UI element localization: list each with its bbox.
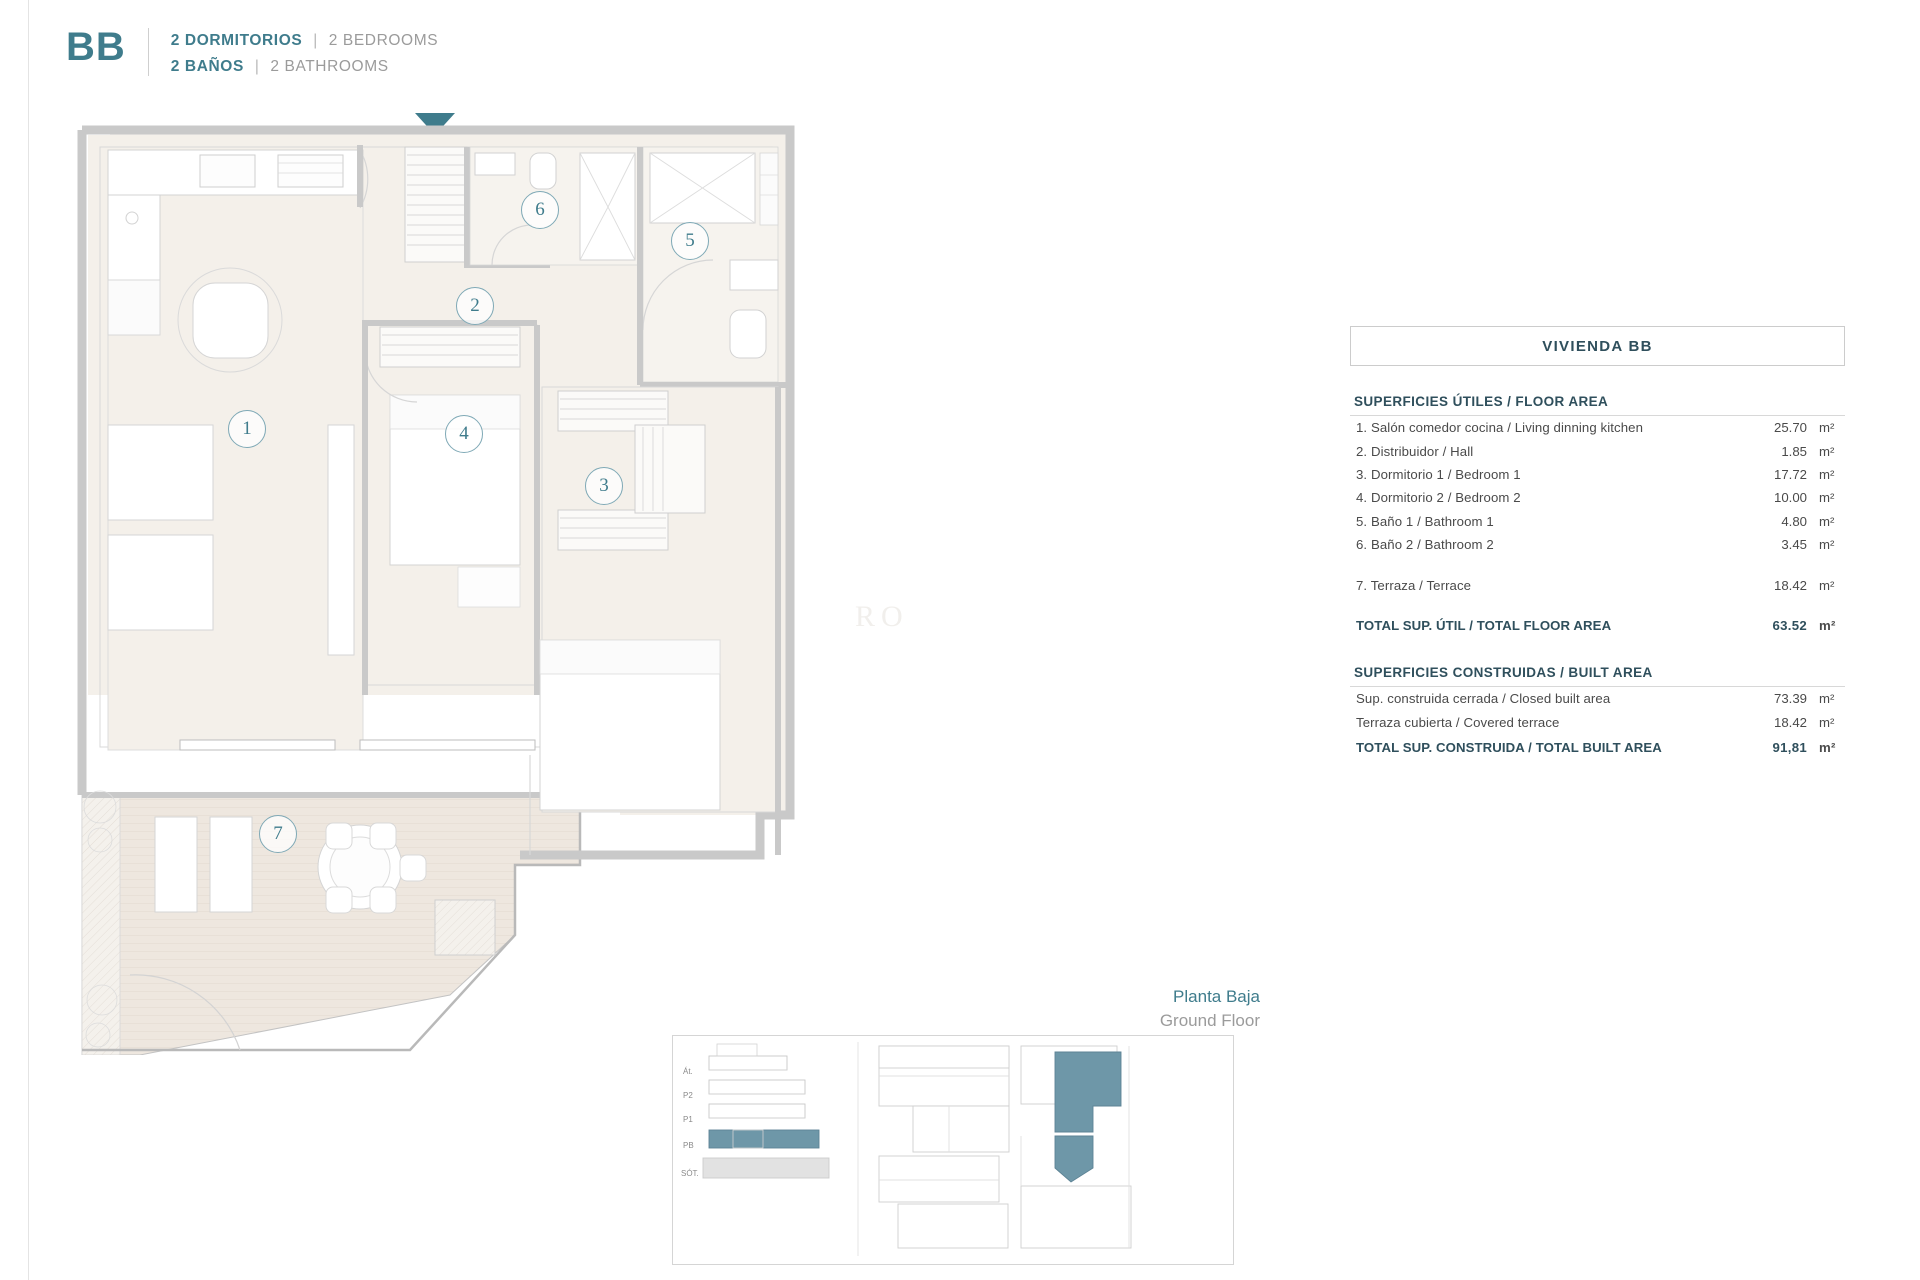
room-bubble-7: 7 bbox=[259, 815, 297, 853]
area-row bbox=[1350, 463, 1845, 486]
total-built-area-label: TOTAL SUP. CONSTRUIDA / TOTAL BUILT AREA bbox=[1356, 739, 1662, 755]
built-area-row-label: Terraza cubierta / Covered terrace bbox=[1356, 714, 1560, 730]
total-floor-area-row bbox=[1350, 614, 1845, 637]
area-row-value: 10.00 bbox=[1773, 490, 1807, 506]
terrace-row bbox=[1350, 574, 1845, 597]
svg-text:P1: P1 bbox=[683, 1115, 693, 1124]
area-row-label: 1. Salón comedor cocina / Living dinning kitchen bbox=[1356, 420, 1644, 436]
bathrooms-separator: | bbox=[254, 58, 260, 75]
room-bubble-3: 3 bbox=[585, 467, 623, 505]
area-row-value: 25.70 bbox=[1773, 420, 1807, 436]
total-floor-area-value: 63.52 bbox=[1772, 617, 1807, 633]
bathrooms-en: 2 BATHROOMS bbox=[270, 58, 389, 75]
area-row bbox=[1350, 439, 1845, 462]
total-built-area-row bbox=[1350, 736, 1845, 759]
site-key-plan-diagram bbox=[879, 1046, 1131, 1248]
area-row bbox=[1350, 416, 1845, 439]
area-row-unit: m² bbox=[1819, 537, 1835, 553]
bedrooms-en: 2 BEDROOMS bbox=[328, 32, 439, 49]
area-row-value: 17.72 bbox=[1773, 466, 1807, 482]
area-summary-panel bbox=[1350, 326, 1845, 759]
bathrooms-line bbox=[171, 54, 438, 80]
terrace-row-value: 18.42 bbox=[1773, 578, 1807, 594]
area-row bbox=[1350, 486, 1845, 509]
area-row-unit: m² bbox=[1819, 490, 1835, 506]
floor-area-heading: SUPERFICIES ÚTILES / FLOOR AREA bbox=[1350, 394, 1845, 416]
area-row-label: 2. Distribuidor / Hall bbox=[1356, 443, 1474, 459]
floor-plan-drawing bbox=[60, 95, 1050, 1055]
terrace-row-label: 7. Terraza / Terrace bbox=[1356, 578, 1472, 594]
area-row-value: 1.85 bbox=[1781, 443, 1807, 459]
room-bubble-4: 4 bbox=[445, 415, 483, 453]
area-row-unit: m² bbox=[1819, 443, 1835, 459]
room-bubble-5: 5 bbox=[671, 222, 709, 260]
panel-title: VIVIENDA BB bbox=[1542, 337, 1653, 355]
room-bubble-6: 6 bbox=[521, 191, 559, 229]
bedrooms-line bbox=[171, 28, 438, 54]
floor-caption bbox=[1060, 985, 1260, 1033]
svg-text:P2: P2 bbox=[683, 1091, 693, 1100]
built-area-row bbox=[1350, 710, 1845, 733]
area-row-label: 5. Baño 1 / Bathroom 1 bbox=[1356, 513, 1494, 529]
area-row bbox=[1350, 510, 1845, 533]
area-row bbox=[1350, 533, 1845, 556]
page-left-rule bbox=[28, 0, 29, 1280]
bathrooms-es: 2 BAÑOS bbox=[170, 58, 244, 75]
area-row-unit: m² bbox=[1819, 513, 1835, 529]
total-floor-area-unit: m² bbox=[1819, 617, 1836, 633]
area-row-unit: m² bbox=[1819, 420, 1835, 436]
built-area-row bbox=[1350, 687, 1845, 710]
total-built-area-value: 91,81 bbox=[1772, 739, 1807, 755]
total-built-area-unit: m² bbox=[1819, 739, 1836, 755]
terrace-row-unit: m² bbox=[1819, 578, 1835, 594]
key-plan-box bbox=[672, 1035, 1234, 1265]
svg-text:PB: PB bbox=[683, 1141, 694, 1150]
area-row-label: 3. Dormitorio 1 / Bedroom 1 bbox=[1356, 466, 1521, 482]
room-bubble-2: 2 bbox=[456, 287, 494, 325]
built-area-row-value: 18.42 bbox=[1773, 714, 1807, 730]
floor-caption-es: Planta Baja bbox=[1173, 987, 1260, 1006]
room-bubble-1: 1 bbox=[228, 410, 266, 448]
built-area-row-label: Sup. construida cerrada / Closed built area bbox=[1356, 691, 1611, 707]
watermark-text: RO bbox=[855, 600, 909, 633]
unit-code: BB bbox=[66, 25, 126, 69]
header-lines bbox=[149, 22, 438, 80]
header bbox=[66, 22, 438, 80]
building-section-diagram bbox=[681, 1044, 829, 1178]
total-floor-area-label: TOTAL SUP. ÚTIL / TOTAL FLOOR AREA bbox=[1356, 617, 1612, 633]
built-area-row-unit: m² bbox=[1819, 714, 1835, 730]
area-row-unit: m² bbox=[1819, 466, 1835, 482]
bedrooms-es: 2 DORMITORIOS bbox=[170, 32, 303, 49]
built-area-heading: SUPERFICIES CONSTRUIDAS / BUILT AREA bbox=[1350, 665, 1845, 687]
area-row-value: 4.80 bbox=[1781, 513, 1807, 529]
svg-text:SÓT.: SÓT. bbox=[681, 1169, 699, 1178]
area-row-label: 6. Baño 2 / Bathroom 2 bbox=[1356, 537, 1494, 553]
area-row-value: 3.45 bbox=[1781, 537, 1807, 553]
built-area-row-value: 73.39 bbox=[1773, 691, 1807, 707]
bedrooms-separator: | bbox=[313, 32, 318, 49]
panel-title-box bbox=[1350, 326, 1845, 366]
area-row-label: 4. Dormitorio 2 / Bedroom 2 bbox=[1356, 490, 1521, 506]
svg-text:Át.: Át. bbox=[683, 1067, 693, 1076]
floor-caption-en: Ground Floor bbox=[1159, 1011, 1260, 1030]
built-area-row-unit: m² bbox=[1819, 691, 1835, 707]
